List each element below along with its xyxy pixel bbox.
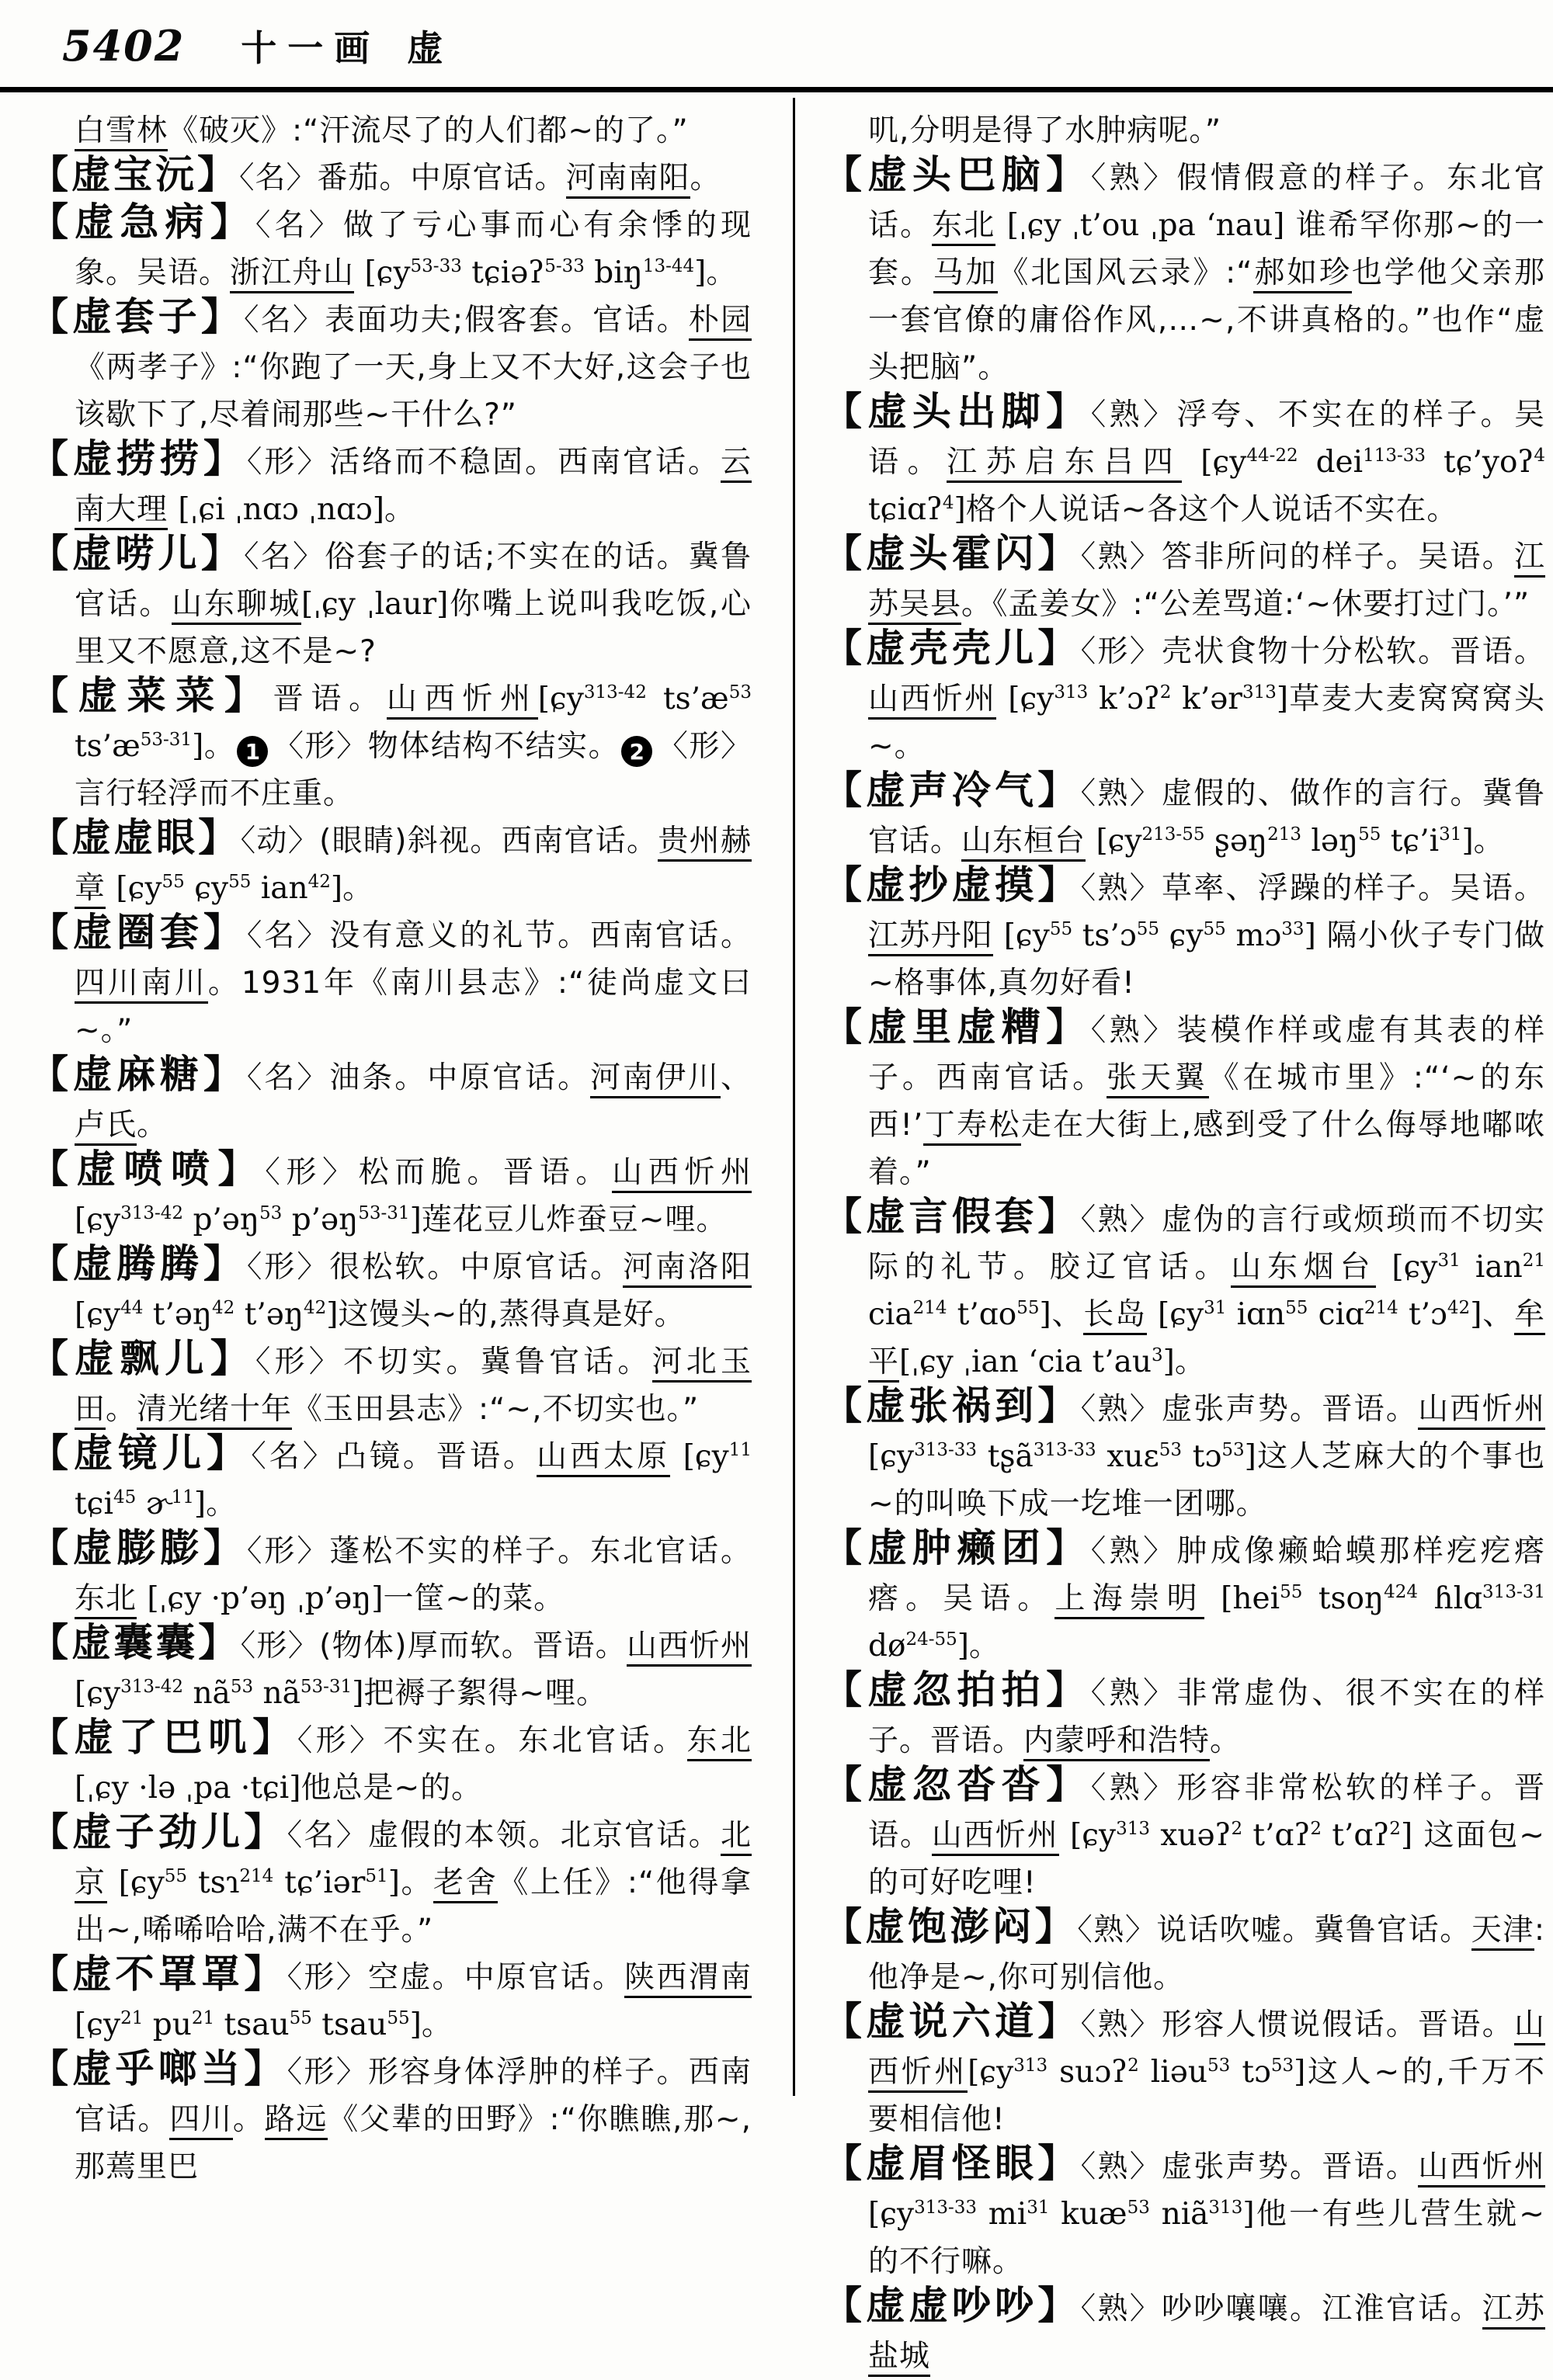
proper-noun-underlined: 朴园 bbox=[689, 303, 752, 341]
dictionary-entry bbox=[30, 1433, 752, 1528]
dictionary-entry bbox=[823, 1525, 1545, 1670]
right-column bbox=[823, 107, 1545, 2380]
proper-noun-underlined: 东北 bbox=[75, 1581, 137, 1619]
entry-body: 〈名〉俗套子的话;不实在的话。冀鲁官话。山东聊城[ˌɕy ˌlaur]你嘴上说叫我吃饭,心里又不愿意,这不是~? bbox=[75, 539, 752, 669]
tone-number: 42 bbox=[307, 872, 331, 892]
tone-number: 44 bbox=[120, 1298, 144, 1318]
entry-body: 〈名〉番茄。中原官话。河南南阳。 bbox=[239, 161, 721, 199]
entry-headword: 【虚言假套】 bbox=[823, 1194, 1081, 1239]
dictionary-entry bbox=[30, 199, 752, 297]
tone-number: 55 bbox=[1358, 824, 1381, 845]
entry-body: 〈熟〉虚张声势。晋语。山西忻州[ɕy$^{313-33}$ $mi^{31}$ kuæ$^{53}$ niã$^{313}$]他一有些儿营生就~的不行嘛。 bbox=[868, 2149, 1545, 2279]
entry-body: 〈形〉壳状食物十分松软。晋语。山西忻州 [ɕy$^{313}$ k’ɔʔ$^2$ k’ər$^{313}$]草麦大麦窝窝窝头~。 bbox=[868, 634, 1545, 764]
entry-body: 〈名〉虚假的本领。北京官话。北京 [ɕy$^{55}$ tsɿ$^{214}$ tɕ’iər$^{51}$]。老舍《上任》:“他得拿出~,唏唏哈哈,满不在乎。” bbox=[75, 1818, 752, 1948]
dictionary-entry bbox=[823, 391, 1545, 533]
dictionary-entry bbox=[823, 1004, 1545, 1196]
proper-noun-underlined: 山西太原 bbox=[537, 1439, 670, 1477]
dictionary-entry bbox=[823, 154, 1545, 391]
phonetic-transcription: [ɕy$^{313}$ xuəʔ$^2$ t’ɑʔ$^2$ t’ɑʔ$^2$] bbox=[1070, 1818, 1413, 1853]
tone-number: 53-31 bbox=[358, 1203, 410, 1223]
proper-noun-underlined: 山东聊城 bbox=[172, 587, 301, 625]
dictionary-entry bbox=[30, 1809, 752, 1954]
entry-body: 〈熟〉草率、浮躁的样子。吴语。江苏丹阳 [ɕy$^{55}$ ts’ɔ$^{55}$ ɕy$^{55}$ mɔ$^{33}$] 隔小伙子专门做~格事体,真勿好看! bbox=[868, 871, 1545, 1001]
dictionary-entry bbox=[30, 1525, 752, 1622]
proper-noun-underlined: 江苏启东吕四 bbox=[947, 445, 1182, 483]
entry-headword: 【虚头出脚】 bbox=[823, 389, 1091, 434]
dictionary-entry bbox=[30, 107, 752, 154]
tone-number: 313 bbox=[1013, 2056, 1048, 2076]
entry-body: 〈名〉表面功夫;假客套。官话。朴园《两孝子》:“你跑了一天,身上又不大好,这会子也该歇下了,尽着闹那些~干什么?” bbox=[75, 303, 752, 432]
phonetic-transcription: [ɕy$^{44}$ t’əŋ$^{42}$ t’əŋ$^{42}$] bbox=[75, 1297, 339, 1332]
tone-number: 51 bbox=[365, 1866, 388, 1886]
entry-body: 〈形〉蓬松不实的样子。东北官话。东北 [ˌɕy ·p’əŋ ˌp’əŋ]一筐~的菜。 bbox=[75, 1534, 752, 1619]
entry-headword: 【虚急病】 bbox=[30, 199, 255, 245]
entry-body: 〈熟〉虚伪的言行或烦琐而不切实际的礼节。胶辽官话。山东烟台 [ɕy$^{31}$ ian$^{21}$ cia$^{214}$ t’ɑo$^{55}$]、长岛 [ɕy$^{31}$ iɑn$^{55}$ ciɑ$^{214}$ t’ɔ$^{42}$]、牟平[ˌɕy ˌian ʻcia $t’au^3$]。 bbox=[868, 1202, 1545, 1383]
proper-noun-underlined: 河南南阳 bbox=[566, 161, 690, 199]
entry-headword: 【虚镜儿】 bbox=[30, 1431, 252, 1476]
proper-noun-underlined: 东北 bbox=[687, 1723, 752, 1761]
entry-body: 白雪林《破灭》:“汗流尽了的人们都~的了。” bbox=[75, 113, 689, 151]
phonetic-transcription: [ɕy$^{313-42}$ $ts’æ^{53}$ $ts’æ^{53-31}$] bbox=[75, 682, 752, 764]
entry-headword: 【虚唠儿】 bbox=[30, 531, 245, 576]
tone-number: 21 bbox=[191, 2008, 215, 2028]
dictionary-entry bbox=[823, 1383, 1545, 1528]
dictionary-entry bbox=[30, 912, 752, 1054]
entry-body: 〈名〉油条。中原官话。河南伊川、卢氏。 bbox=[75, 1060, 752, 1146]
entry-headword: 【虚忽拍拍】 bbox=[823, 1667, 1091, 1712]
proper-noun-underlined: 山西忻州 bbox=[868, 2007, 1545, 2093]
entry-body: 〈熟〉形容非常松软的样子。晋语。山西忻州 [ɕy$^{313}$ xuəʔ$^2$ t’ɑʔ$^2$ t’ɑʔ$^2$] 这面包~的可好吃哩! bbox=[868, 1771, 1545, 1900]
dictionary-entry bbox=[30, 436, 752, 533]
tone-number: 55 bbox=[1049, 919, 1073, 939]
proper-noun-underlined: 山西忻州 bbox=[612, 1155, 752, 1193]
entry-headword: 【虚虚吵吵】 bbox=[823, 2283, 1081, 2328]
tone-number: 21 bbox=[1522, 1251, 1545, 1271]
entry-body: 〈熟〉装模作样或虚有其表的样子。西南官话。张天翼《在城市里》:“‘~的东西!’丁寿松走在大街上,感到受了什么侮辱地嘟哝着。” bbox=[868, 1013, 1545, 1190]
phonetic-transcription: [hei$^{55}$ tsoŋ$^{424}$ ɦlɑ$^{313-31}$ $dø^{24-55}$] bbox=[868, 1581, 1545, 1664]
entry-headword: 【虚忽沓沓】 bbox=[823, 1762, 1091, 1807]
phonetic-transcription: [ɕy$^{313-42}$ $nã^{53}$ $nã^{53-31}$] bbox=[75, 1676, 364, 1711]
tone-number: 3 bbox=[1151, 1345, 1163, 1365]
tone-number: 214 bbox=[239, 1866, 274, 1886]
dictionary-entry bbox=[823, 628, 1545, 770]
entry-body: 〈熟〉吵吵嚷嚷。江淮官话。江苏盐城 bbox=[868, 2292, 1545, 2377]
phonetic-transcription: [ˌɕy ˌian ʻcia $t’au^3$] bbox=[899, 1344, 1175, 1379]
tone-number: 55 bbox=[289, 2008, 312, 2028]
entry-headword: 【虚宝沅】 bbox=[30, 152, 239, 197]
tone-number: 313-31 bbox=[1482, 1582, 1545, 1602]
entry-headword: 【虚虚眼】 bbox=[30, 815, 241, 860]
tone-number: 2 bbox=[1159, 682, 1172, 703]
tone-number: 53 bbox=[230, 1677, 254, 1697]
phonetic-transcription: [ɕy$^{313}$ suɔʔ$^2$ liəu$^{53}$ tɔ$^{53}$] bbox=[968, 2055, 1306, 2090]
entry-headword: 【虚不罩罩】 bbox=[30, 1952, 287, 1997]
proper-noun-underlined: 天津 bbox=[1471, 1913, 1534, 1951]
tone-number: 55 bbox=[1203, 919, 1226, 939]
entry-body: 〈名〉没有意义的礼节。西南官话。四川南川。1931年《南川县志》:“徒尚虚文曰~。” bbox=[75, 918, 752, 1048]
tone-number: 55 bbox=[1016, 1298, 1040, 1318]
phonetic-transcription: [ɕy$^{213-55}$ ʂəŋ$^{213}$ ləŋ$^{55}$ $tɕ’i^{31}$] bbox=[1096, 824, 1474, 859]
proper-noun-underlined: 山西忻州 bbox=[387, 682, 538, 720]
proper-noun-underlined: 路远 bbox=[265, 2102, 328, 2140]
proper-noun-underlined: 山西忻州 bbox=[1418, 2149, 1545, 2187]
tone-number: 55 bbox=[228, 872, 252, 892]
phonetic-transcription: [ˌɕy ·lə ˌpa ·tɕi] bbox=[75, 1771, 301, 1806]
proper-noun-underlined: 北京 bbox=[75, 1818, 752, 1903]
proper-noun-underlined: 江苏吴县 bbox=[868, 539, 1545, 625]
phonetic-transcription: [ˌɕy ·p’əŋ ˌp’əŋ] bbox=[147, 1581, 384, 1616]
tone-number: 31 bbox=[1204, 1298, 1227, 1318]
entry-headword: 【虚捞捞】 bbox=[30, 436, 247, 481]
phonetic-transcription: [ɕy$^{313-33}$ tʂã$^{313-33}$ xuɛ$^{53}$ tɔ$^{53}$] bbox=[868, 1439, 1256, 1474]
dictionary-entry bbox=[823, 1667, 1545, 1764]
stroke-section-title: 十一画 bbox=[241, 27, 381, 69]
entry-body: 叽,分明是得了水肿病呢。” bbox=[868, 113, 1222, 148]
tone-number: 53 bbox=[1159, 1440, 1183, 1460]
page-number: 5402 bbox=[62, 21, 186, 71]
phonetic-transcription: [ɕy$^{21}$ $pu^{21}$ tsau$^{55}$ tsau$^{55}$] bbox=[75, 2007, 422, 2042]
proper-noun-underlined: 贵州赫章 bbox=[75, 824, 752, 909]
dictionary-entry bbox=[30, 533, 752, 675]
tone-number: 55 bbox=[164, 1866, 188, 1886]
tone-number: 11 bbox=[728, 1440, 752, 1460]
dictionary-entry bbox=[30, 1149, 752, 1244]
tone-number: 313-33 bbox=[1033, 1440, 1096, 1460]
proper-noun-underlined: 张天翼 bbox=[1107, 1060, 1209, 1098]
dictionary-entry bbox=[30, 1954, 752, 2049]
tone-number: 13-44 bbox=[642, 256, 695, 276]
tone-number: 31 bbox=[1437, 1251, 1461, 1271]
proper-noun-underlined: 山西忻州 bbox=[1418, 1392, 1545, 1430]
tone-number: 213-55 bbox=[1141, 824, 1205, 845]
entry-headword: 【虚肿癞团】 bbox=[823, 1525, 1091, 1570]
dictionary-entry bbox=[30, 1054, 752, 1149]
entry-headword: 【虚圈套】 bbox=[30, 910, 247, 955]
tone-number: 55 bbox=[1280, 1582, 1303, 1602]
dictionary-entry bbox=[823, 1196, 1545, 1386]
entry-body: 〈熟〉肿成像癞蛤蟆那样疙疙瘩瘩。吴语。上海崇明 [hei$^{55}$ tsoŋ$^{424}$ ɦlɑ$^{313-31}$ $dø^{24-55}$]。 bbox=[868, 1534, 1545, 1664]
entry-headword: 【虚乎啷当】 bbox=[30, 2046, 287, 2091]
proper-noun-underlined: 江苏丹阳 bbox=[868, 918, 993, 956]
entry-body: 〈熟〉非常虚伪、很不实在的样子。晋语。内蒙呼和浩特。 bbox=[868, 1676, 1545, 1761]
entry-body: 〈形〉空虚。中原官话。陕西渭南 [ɕy$^{21}$ $pu^{21}$ tsau$^{55}$ tsau$^{55}$]。 bbox=[75, 1960, 752, 2042]
dictionary-entry bbox=[823, 2001, 1545, 2143]
entry-body: 〈形〉不实在。东北官话。东北 [ˌɕy ·lə ˌpa ·tɕi]他总是~的。 bbox=[75, 1723, 752, 1806]
proper-noun-underlined: 卢氏 bbox=[75, 1108, 137, 1146]
entry-headword: 【虚头霍闪】 bbox=[823, 531, 1081, 576]
dictionary-entry bbox=[30, 1338, 752, 1433]
tone-number: 31 bbox=[1027, 2198, 1050, 2218]
dictionary-entry bbox=[30, 1622, 752, 1717]
dictionary-entry bbox=[823, 533, 1545, 628]
tone-number: 313 bbox=[1116, 1819, 1150, 1839]
circled-2-icon: 2 bbox=[621, 736, 652, 767]
dictionary-entry bbox=[30, 1717, 752, 1812]
tone-number: 45 bbox=[113, 1487, 137, 1507]
tone-number: 5-33 bbox=[544, 256, 585, 276]
tone-number: 53-33 bbox=[410, 256, 462, 276]
entry-body: 〈形〉很松软。中原官话。河南洛阳 [ɕy$^{44}$ t’əŋ$^{42}$ t’əŋ$^{42}$]这馒头~的,蒸得真是好。 bbox=[75, 1250, 752, 1332]
tone-number: 42 bbox=[1447, 1298, 1471, 1318]
proper-noun-underlined: 四川 bbox=[169, 2102, 233, 2140]
tone-number: 313-42 bbox=[120, 1677, 184, 1697]
entry-body: 〈名〉凸镜。晋语。山西太原 [ɕy$^{11}$ tɕi$^{45}$ ɚ$^{11}$]。 bbox=[75, 1439, 752, 1521]
proper-noun-underlined: 山西忻州 bbox=[868, 682, 996, 720]
tone-number: 313 bbox=[1242, 682, 1277, 703]
tone-number: 2 bbox=[1310, 1819, 1322, 1839]
tone-number: 313-42 bbox=[120, 1203, 184, 1223]
proper-noun-underlined: 牟平 bbox=[868, 1297, 1545, 1383]
entry-headword: 【虚眉怪眼】 bbox=[823, 2141, 1081, 2186]
proper-noun-underlined: 丁寿松 bbox=[923, 1108, 1020, 1146]
proper-noun-underlined: 浙江舟山 bbox=[230, 255, 354, 293]
phonetic-transcription: [ɕy$^{31}$ iɑn$^{55}$ ciɑ$^{214}$ t’ɔ$^{42}$] bbox=[1158, 1297, 1482, 1332]
tone-number: 31 bbox=[1439, 824, 1462, 845]
phonetic-transcription: [ɕy$^{313-33}$ $mi^{31}$ kuæ$^{53}$ niã$^{313}$] bbox=[868, 2197, 1255, 2232]
entry-body: 〈形〉活络而不稳固。西南官话。云南大理 [ˌɕi ˌnɑɔ ˌnɑɔ]。 bbox=[75, 445, 752, 530]
entry-headword: 【虚飘儿】 bbox=[30, 1336, 255, 1381]
entry-body: 〈熟〉假情假意的样子。东北官话。东北 [ˌɕy ˌt’ou ˌpa ʻnau] 谁希罕你那~的一套。马加《北国风云录》:“郝如珍也学他父亲那一套官僚的庸俗作风,…~,不讲真格的。”也作“虚头把脑”。 bbox=[868, 161, 1545, 385]
entry-headword: 【虚囊囊】 bbox=[30, 1620, 241, 1665]
phonetic-transcription: [ɕy$^{31}$ ian$^{21}$ cia$^{214}$ t’ɑo$^{55}$] bbox=[868, 1250, 1545, 1332]
phonetic-transcription: [ɕy$^{44-22}$ dei$^{113-33}$ tɕ’yoʔ$^4$ tɕiɑʔ$^4$] bbox=[868, 445, 1545, 527]
entry-headword: 【虚腾腾】 bbox=[30, 1241, 247, 1286]
phonetic-transcription: [ɕy$^{55}$ ts’ɔ$^{55}$ ɕy$^{55}$ mɔ$^{33}$] bbox=[1003, 918, 1316, 953]
entry-headword: 【虚子劲儿】 bbox=[30, 1809, 287, 1854]
entry-headword: 【虚头巴脑】 bbox=[823, 152, 1091, 197]
dictionary-entry bbox=[823, 1906, 1545, 2001]
tone-number: 55 bbox=[387, 2008, 410, 2028]
entry-headword: 【虚声冷气】 bbox=[823, 768, 1081, 813]
tone-number: 4 bbox=[942, 493, 954, 513]
tone-number: 2 bbox=[1127, 2056, 1139, 2076]
tone-number: 24-55 bbox=[905, 1629, 957, 1650]
dictionary-entry bbox=[30, 294, 752, 439]
proper-noun-underlined: 河北玉田 bbox=[75, 1344, 752, 1430]
column-divider bbox=[793, 98, 795, 2096]
entry-headword: 【虚膨膨】 bbox=[30, 1525, 247, 1570]
proper-noun-underlined: 陕西渭南 bbox=[624, 1960, 752, 1998]
entry-headword: 【虚了巴叽】 bbox=[30, 1715, 297, 1760]
entry-headword: 【虚里虚糟】 bbox=[823, 1004, 1091, 1049]
proper-noun-underlined: 白雪林 bbox=[75, 113, 168, 151]
proper-noun-underlined: 河南伊川 bbox=[590, 1060, 721, 1098]
phonetic-transcription: [ˌɕy ˌt’ou ˌpa ʻnau] bbox=[1006, 208, 1285, 243]
tone-number: 55 bbox=[1136, 919, 1159, 939]
tone-number: 53 bbox=[1270, 2056, 1294, 2076]
tone-number: 313 bbox=[1054, 682, 1089, 703]
phonetic-transcription: [ɕy$^{55}$ tsɿ$^{214}$ tɕ’iər$^{51}$] bbox=[118, 1865, 400, 1900]
entry-body: 〈熟〉形容人惯说假话。晋语。山西忻州[ɕy$^{313}$ suɔʔ$^2$ liəu$^{53}$ tɔ$^{53}$]这人~的,千万不要相信他! bbox=[868, 2007, 1545, 2137]
entry-body: 〈熟〉答非所问的样子。吴语。江苏吴县。《孟姜女》:“公差骂道:‘~休要打过门。’” bbox=[868, 539, 1545, 625]
phonetic-transcription: [ɕy$^{11}$ tɕi$^{45}$ ɚ$^{11}$] bbox=[75, 1439, 752, 1521]
page-header bbox=[62, 20, 443, 71]
proper-noun-underlined: 山西忻州 bbox=[627, 1629, 752, 1667]
tone-number: 42 bbox=[304, 1298, 327, 1318]
entry-headword: 【虚饱澎闷】 bbox=[823, 1904, 1078, 1949]
entry-headword: 【虚麻糖】 bbox=[30, 1052, 247, 1097]
entry-body: 〈形〉(物体)厚而软。晋语。山西忻州 [ɕy$^{313-42}$ $nã^{53}$ $nã^{53-31}$]把褥子絮得~哩。 bbox=[75, 1629, 752, 1711]
proper-noun-underlined: 清光绪十年 bbox=[137, 1392, 292, 1430]
proper-noun-underlined: 山东烟台 bbox=[1231, 1250, 1376, 1288]
tone-number: 11 bbox=[171, 1487, 194, 1507]
proper-noun-underlined: 上海崇明 bbox=[1054, 1581, 1204, 1619]
proper-noun-underlined: 江苏盐城 bbox=[868, 2292, 1545, 2377]
tone-number: 213 bbox=[1267, 824, 1301, 845]
dictionary-entry bbox=[30, 675, 752, 817]
proper-noun-underlined: 内蒙呼和浩特 bbox=[1023, 1723, 1210, 1761]
circled-1-icon: 1 bbox=[237, 736, 268, 767]
dictionary-entry bbox=[823, 107, 1545, 154]
phonetic-transcription: [ˌɕy ˌlaur] bbox=[301, 587, 449, 622]
tone-number: 21 bbox=[120, 2008, 144, 2028]
entry-headword: 【虚套子】 bbox=[30, 294, 245, 339]
entry-body: 〈名〉做了亏心事而心有余悸的现象。吴语。浙江舟山 [ɕy$^{53-33}$ tɕiəʔ$^{5-33}$ biŋ$^{13-44}$]。 bbox=[75, 208, 752, 293]
entry-body: 晋语。山西忻州[ɕy$^{313-42}$ $ts’æ^{53}$ $ts’æ^{53-31}$]。 1 〈形〉物体结构不结实。 2 〈形〉言行轻浮而不庄重。 bbox=[75, 682, 752, 811]
entry-body: 〈形〉形容身体浮肿的样子。西南官话。四川。路远《父辈的田野》:“你瞧瞧,那~,那蔫里巴 bbox=[75, 2055, 752, 2184]
entry-body: 〈熟〉虚张声势。晋语。山西忻州[ɕy$^{313-33}$ tʂã$^{313-33}$ xuɛ$^{53}$ tɔ$^{53}$]这人芝麻大的个事也~的叫唤下成一圪堆一团哪。 bbox=[868, 1392, 1545, 1521]
proper-noun-underlined: 云南大理 bbox=[75, 445, 752, 530]
phonetic-transcription: [ɕy$^{313}$ k’ɔʔ$^2$ k’ər$^{313}$] bbox=[1008, 682, 1289, 716]
dictionary-entry bbox=[823, 2143, 1545, 2285]
radical-character: 虚 bbox=[407, 27, 443, 69]
proper-noun-underlined: 东北 bbox=[932, 208, 995, 246]
tone-number: 53 bbox=[1207, 2056, 1231, 2076]
entry-body: 〈动〉(眼睛)斜视。西南官话。贵州赫章 [ɕy$^{55}$ ɕy$^{55}$ ian$^{42}$]。 bbox=[75, 824, 752, 909]
dictionary-entry bbox=[30, 154, 752, 202]
dictionary-entry bbox=[30, 817, 752, 912]
proper-noun-underlined: 四川南川 bbox=[75, 966, 208, 1004]
proper-noun-underlined: 老舍 bbox=[433, 1865, 498, 1903]
tone-number: 33 bbox=[1281, 919, 1305, 939]
tone-number: 2 bbox=[1231, 1819, 1243, 1839]
phonetic-transcription: [ɕy$^{313-42}$ p’əŋ$^{53}$ p’əŋ$^{53-31}$] bbox=[75, 1202, 422, 1237]
tone-number: 53 bbox=[259, 1203, 283, 1223]
proper-noun-underlined: 河南洛阳 bbox=[623, 1250, 752, 1288]
tone-number: 2 bbox=[1389, 1819, 1401, 1839]
entry-body: 〈熟〉说话吹嘘。冀鲁官话。天津:他净是~,你可别信他。 bbox=[868, 1913, 1545, 1995]
tone-number: 53 bbox=[728, 682, 752, 703]
header-rule bbox=[0, 87, 1553, 92]
entry-body: 〈形〉松而脆。晋语。山西忻州 [ɕy$^{313-42}$ p’əŋ$^{53}$ p’əŋ$^{53-31}$]莲花豆儿炸蚕豆~哩。 bbox=[75, 1155, 752, 1237]
phonetic-transcription: [ɕy$^{53-33}$ tɕiəʔ$^{5-33}$ biŋ$^{13-44}$] bbox=[364, 255, 707, 290]
tone-number: 113-33 bbox=[1363, 446, 1426, 466]
tone-number: 53 bbox=[1127, 2198, 1150, 2218]
tone-number: 214 bbox=[1364, 1298, 1398, 1318]
tone-number: 424 bbox=[1384, 1582, 1419, 1602]
entry-headword: 【虚菜菜】 bbox=[30, 673, 273, 718]
proper-noun-underlined: 山西忻州 bbox=[932, 1818, 1059, 1856]
entry-headword: 【虚壳壳儿】 bbox=[823, 626, 1081, 671]
tone-number: 4 bbox=[1534, 446, 1545, 466]
left-column bbox=[30, 107, 752, 2191]
dictionary-entry bbox=[823, 862, 1545, 1007]
tone-number: 53 bbox=[1221, 1440, 1245, 1460]
tone-number: 53-31 bbox=[140, 730, 193, 750]
entry-headword: 【虚说六道】 bbox=[823, 1999, 1081, 2044]
proper-noun-underlined: 郝如珍 bbox=[1253, 255, 1352, 293]
phonetic-transcription: [ˌɕi ˌnɑɔ ˌnɑɔ] bbox=[178, 492, 384, 527]
proper-noun-underlined: 山东桓台 bbox=[961, 824, 1086, 862]
dictionary-entry bbox=[823, 1764, 1545, 1906]
tone-number: 313-33 bbox=[914, 2198, 978, 2218]
phonetic-transcription: [ɕy$^{55}$ ɕy$^{55}$ ian$^{42}$] bbox=[116, 871, 343, 906]
tone-number: 55 bbox=[162, 872, 185, 892]
proper-noun-underlined: 长岛 bbox=[1083, 1297, 1147, 1335]
entry-headword: 【虚抄虚摸】 bbox=[823, 862, 1081, 907]
entry-headword: 【虚张祸到】 bbox=[823, 1383, 1081, 1428]
proper-noun-underlined: 马加 bbox=[933, 255, 999, 293]
tone-number: 44-22 bbox=[1246, 446, 1298, 466]
tone-number: 42 bbox=[212, 1298, 235, 1318]
dictionary-entry bbox=[823, 2285, 1545, 2380]
entry-body: 〈熟〉浮夸、不实在的样子。吴语。江苏启东吕四 [ɕy$^{44-22}$ dei$^{113-33}$ tɕ’yoʔ$^4$ tɕiɑʔ$^4$]格个人说话~各这个人说话不实在。 bbox=[868, 397, 1545, 527]
tone-number: 313 bbox=[1208, 2198, 1243, 2218]
tone-number: 313-33 bbox=[914, 1440, 978, 1460]
tone-number: 214 bbox=[912, 1298, 947, 1318]
entry-headword: 【虚喷喷】 bbox=[30, 1147, 266, 1192]
dictionary-entry bbox=[30, 2046, 752, 2191]
dictionary-entry bbox=[823, 770, 1545, 865]
tone-number: 313-42 bbox=[583, 682, 647, 703]
entry-body: 〈熟〉虚假的、做作的言行。冀鲁官话。山东桓台 [ɕy$^{213-55}$ ʂəŋ$^{213}$ ləŋ$^{55}$ $tɕ’i^{31}$]。 bbox=[868, 776, 1545, 862]
entry-body: 〈形〉不切实。冀鲁官话。河北玉田。清光绪十年《玉田县志》:“~,不切实也。” bbox=[75, 1344, 752, 1430]
dictionary-entry bbox=[30, 1241, 752, 1338]
tone-number: 53-31 bbox=[300, 1677, 353, 1697]
tone-number: 55 bbox=[1285, 1298, 1308, 1318]
